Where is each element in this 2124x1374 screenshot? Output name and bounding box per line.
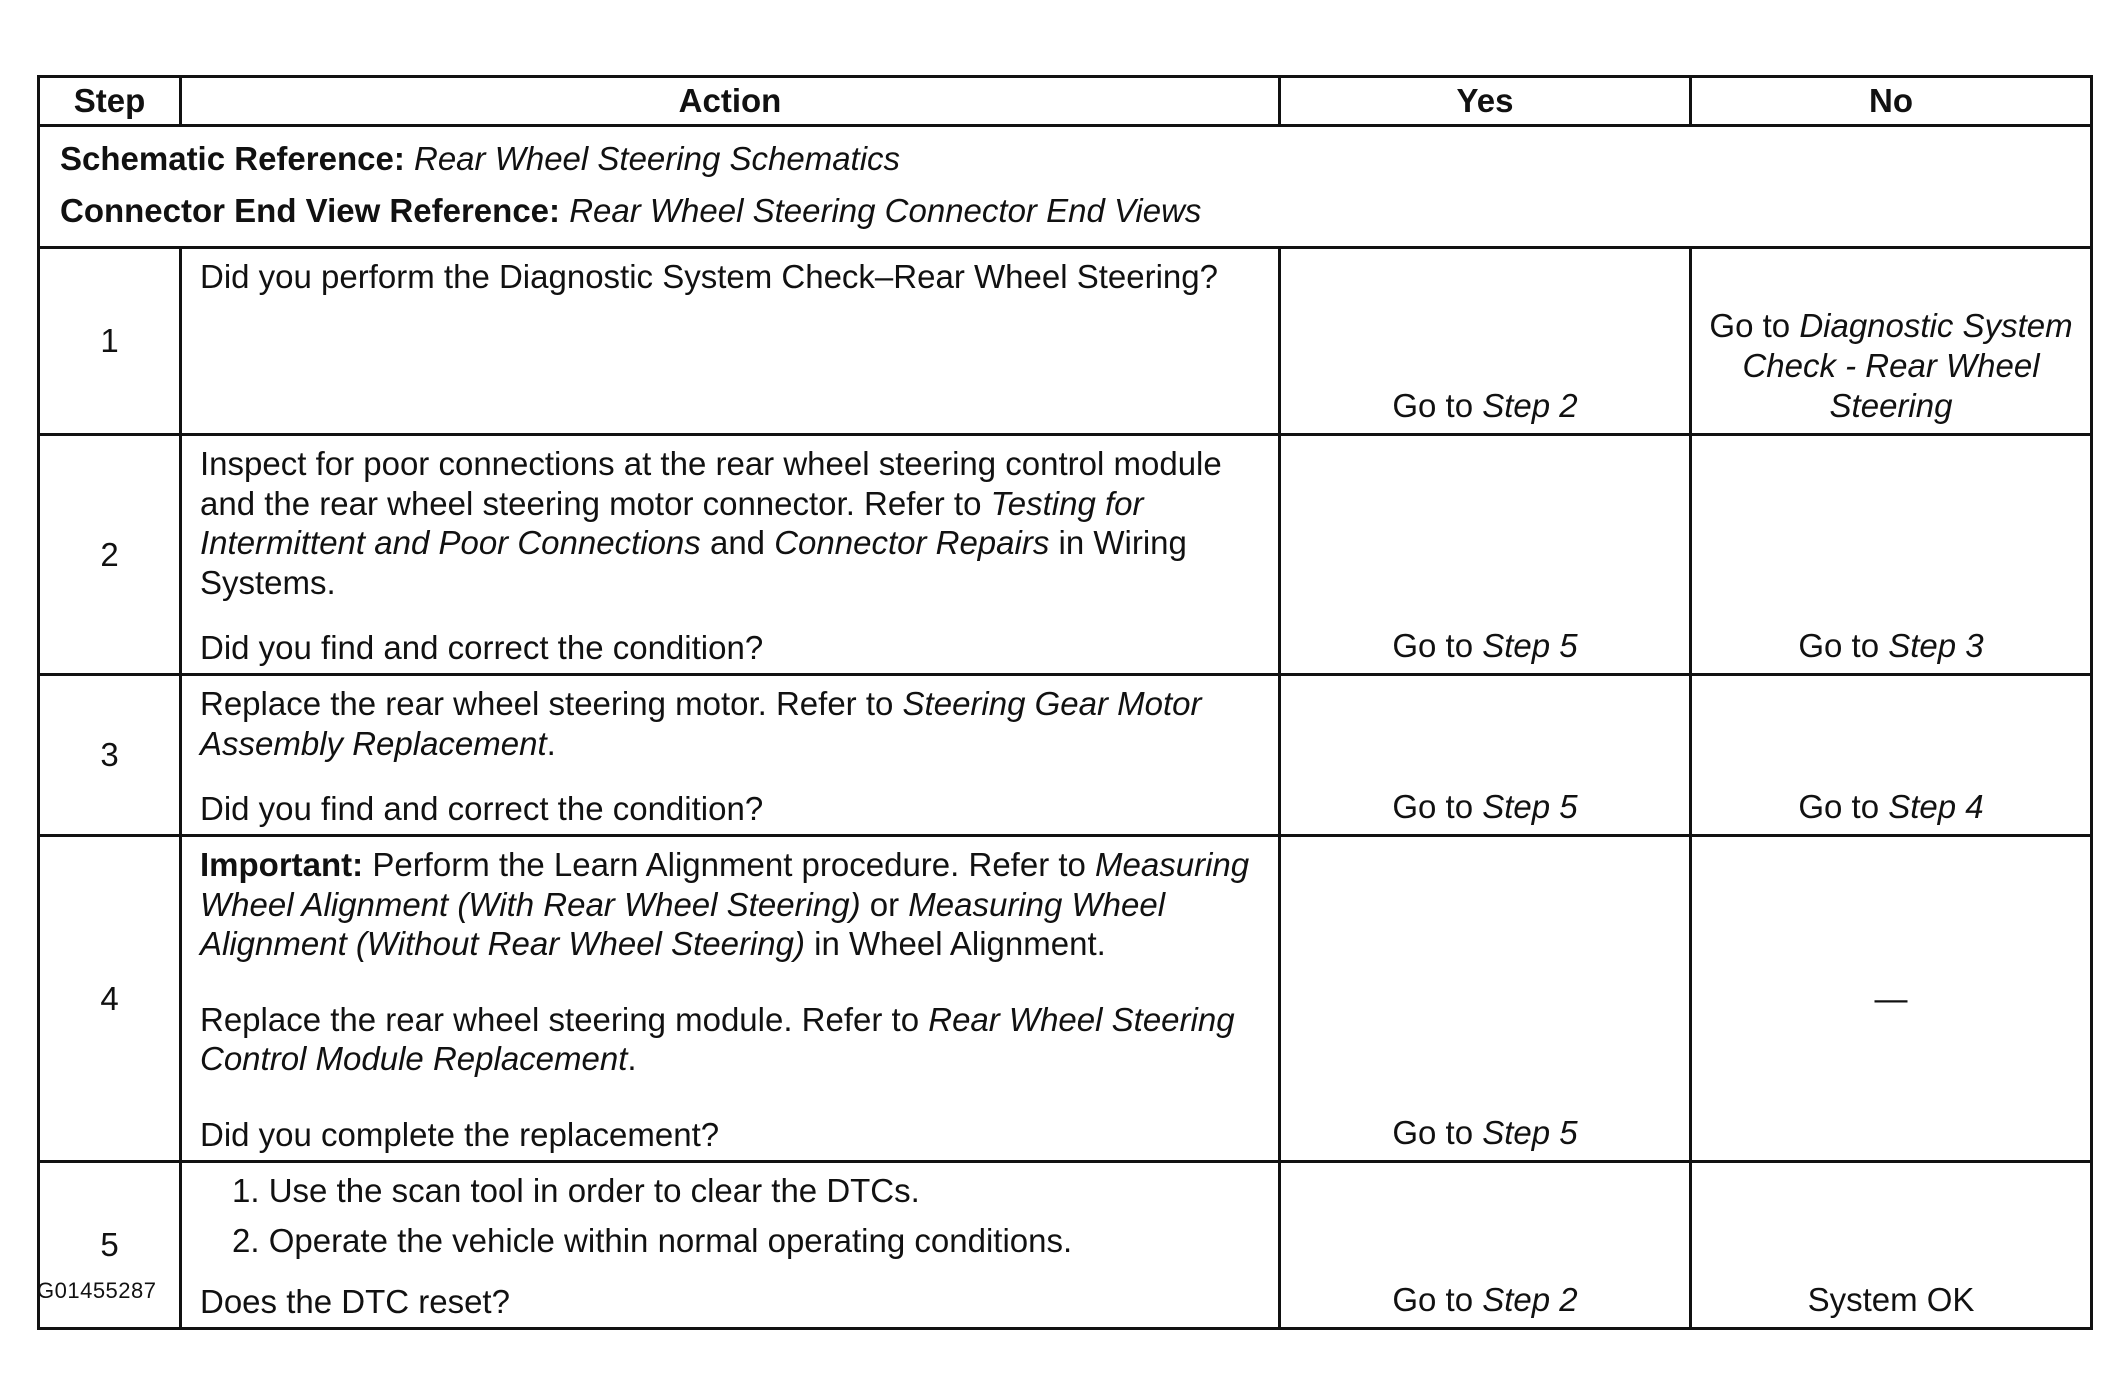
- no-result[interactable]: [1691, 435, 2092, 675]
- step-action: [181, 675, 1280, 836]
- yes-result[interactable]: [1280, 435, 1691, 675]
- header-row: [39, 77, 2092, 126]
- reference-cell: [39, 126, 2092, 248]
- reference-link[interactable]: Rear Wheel Steering Control Module Replacement: [200, 1000, 1235, 1078]
- no-prefix: Go to: [1798, 626, 1889, 664]
- step-action-text: Did you perform the Diagnostic System Check–Rear Wheel Steering?: [200, 258, 1218, 296]
- reference-link[interactable]: Testing for Intermittent and Poor Connections: [200, 484, 1144, 562]
- header-no: No: [1691, 77, 2092, 126]
- step-number: 1: [39, 248, 181, 435]
- text-part: Perform the Learn Alignment procedure. Refer to: [363, 846, 1096, 884]
- yes-prefix: Go to: [1392, 787, 1483, 825]
- yes-result[interactable]: [1280, 248, 1691, 435]
- header-yes: Yes: [1280, 77, 1691, 126]
- step-number: 2: [39, 435, 181, 675]
- reference-row: [39, 126, 2092, 248]
- text-part: .: [546, 724, 556, 762]
- yes-target-link[interactable]: Step 5: [1482, 787, 1578, 825]
- step-action: [181, 1162, 1280, 1329]
- text-part: Replace the rear wheel steering module. Refer to: [200, 1000, 929, 1038]
- step-row-5: [39, 1162, 2092, 1329]
- yes-result[interactable]: [1280, 836, 1691, 1162]
- step-action-text: [200, 684, 1260, 763]
- schematic-reference-link[interactable]: Rear Wheel Steering Schematics: [414, 140, 901, 177]
- step-row-3: [39, 675, 2092, 836]
- step-number: 5: [39, 1162, 181, 1329]
- connector-reference: [60, 191, 2070, 231]
- list-item: 2. Operate the vehicle within normal operating conditions.: [232, 1221, 1073, 1259]
- text-part: in Wheel Alignment.: [804, 925, 1106, 963]
- text-part: .: [627, 1040, 637, 1078]
- diagnostic-table: [37, 75, 2093, 1330]
- yes-target-link[interactable]: Step 2: [1482, 386, 1578, 424]
- step-action-text: [200, 444, 1260, 602]
- step-question: Does the DTC reset?: [200, 1282, 510, 1320]
- no-result: System OK: [1691, 1162, 2092, 1329]
- step-number: 3: [39, 675, 181, 836]
- no-result[interactable]: [1691, 675, 2092, 836]
- step-question: Did you find and correct the condition?: [200, 628, 764, 666]
- reference-link[interactable]: Measuring Wheel Alignment (With Rear Wheel Steering): [200, 846, 1250, 923]
- schematic-reference: [60, 139, 2070, 179]
- no-target-link[interactable]: Diagnostic System Check - Rear Wheel Steering: [1742, 307, 2073, 424]
- no-target-link[interactable]: Step 4: [1888, 787, 1984, 825]
- list-item: 1. Use the scan tool in order to clear the DTCs.: [232, 1172, 920, 1210]
- yes-prefix: Go to: [1392, 386, 1483, 424]
- step-list: [200, 1171, 1260, 1270]
- step-row-2: [39, 435, 2092, 675]
- reference-link[interactable]: Measuring Wheel Alignment (Without Rear Wheel Steering): [200, 885, 1166, 963]
- text-part: and: [700, 524, 775, 562]
- no-prefix: Go to: [1709, 307, 1800, 345]
- text-part: or: [860, 885, 909, 923]
- step-action-text: [200, 1000, 1260, 1079]
- yes-target-link[interactable]: Step 2: [1482, 1280, 1578, 1318]
- step-action: [181, 836, 1280, 1162]
- no-prefix: Go to: [1798, 787, 1889, 825]
- step-action: [181, 435, 1280, 675]
- step-number: 4: [39, 836, 181, 1162]
- no-result[interactable]: [1691, 248, 2092, 435]
- step-action: [181, 248, 1280, 435]
- header-step: Step: [39, 77, 181, 126]
- step-question: Did you complete the replacement?: [200, 1115, 720, 1153]
- step-row-4: [39, 836, 2092, 1162]
- yes-target-link[interactable]: Step 5: [1482, 626, 1578, 664]
- header-action: Action: [181, 77, 1280, 126]
- no-target-link[interactable]: Step 3: [1888, 626, 1984, 664]
- yes-result[interactable]: [1280, 1162, 1691, 1329]
- step-question: Did you find and correct the condition?: [200, 789, 764, 827]
- step-row-1: [39, 248, 2092, 435]
- figure-id: G01455287: [37, 1278, 157, 1303]
- text-part: Inspect for poor connections at the rear wheel steering control module and the rear wheel steering motor connector. Refer to: [200, 445, 1222, 522]
- important-note: [200, 845, 1260, 964]
- important-label: Important:: [200, 846, 364, 884]
- yes-prefix: Go to: [1392, 1113, 1483, 1151]
- no-result: —: [1691, 836, 2092, 1162]
- yes-prefix: Go to: [1392, 626, 1483, 664]
- text-part: in Wiring Systems.: [200, 524, 1187, 601]
- yes-prefix: Go to: [1392, 1280, 1483, 1318]
- text-part: Replace the rear wheel steering motor. Refer to: [200, 685, 903, 723]
- schematic-reference-label: Schematic Reference:: [60, 140, 405, 177]
- connector-reference-label: Connector End View Reference:: [60, 191, 561, 229]
- yes-target-link[interactable]: Step 5: [1482, 1113, 1578, 1151]
- reference-link[interactable]: Steering Gear Motor Assembly Replacement: [200, 685, 1202, 762]
- connector-reference-link[interactable]: Rear Wheel Steering Connector End Views: [569, 191, 1202, 229]
- reference-link[interactable]: Connector Repairs: [774, 524, 1050, 562]
- yes-result[interactable]: [1280, 675, 1691, 836]
